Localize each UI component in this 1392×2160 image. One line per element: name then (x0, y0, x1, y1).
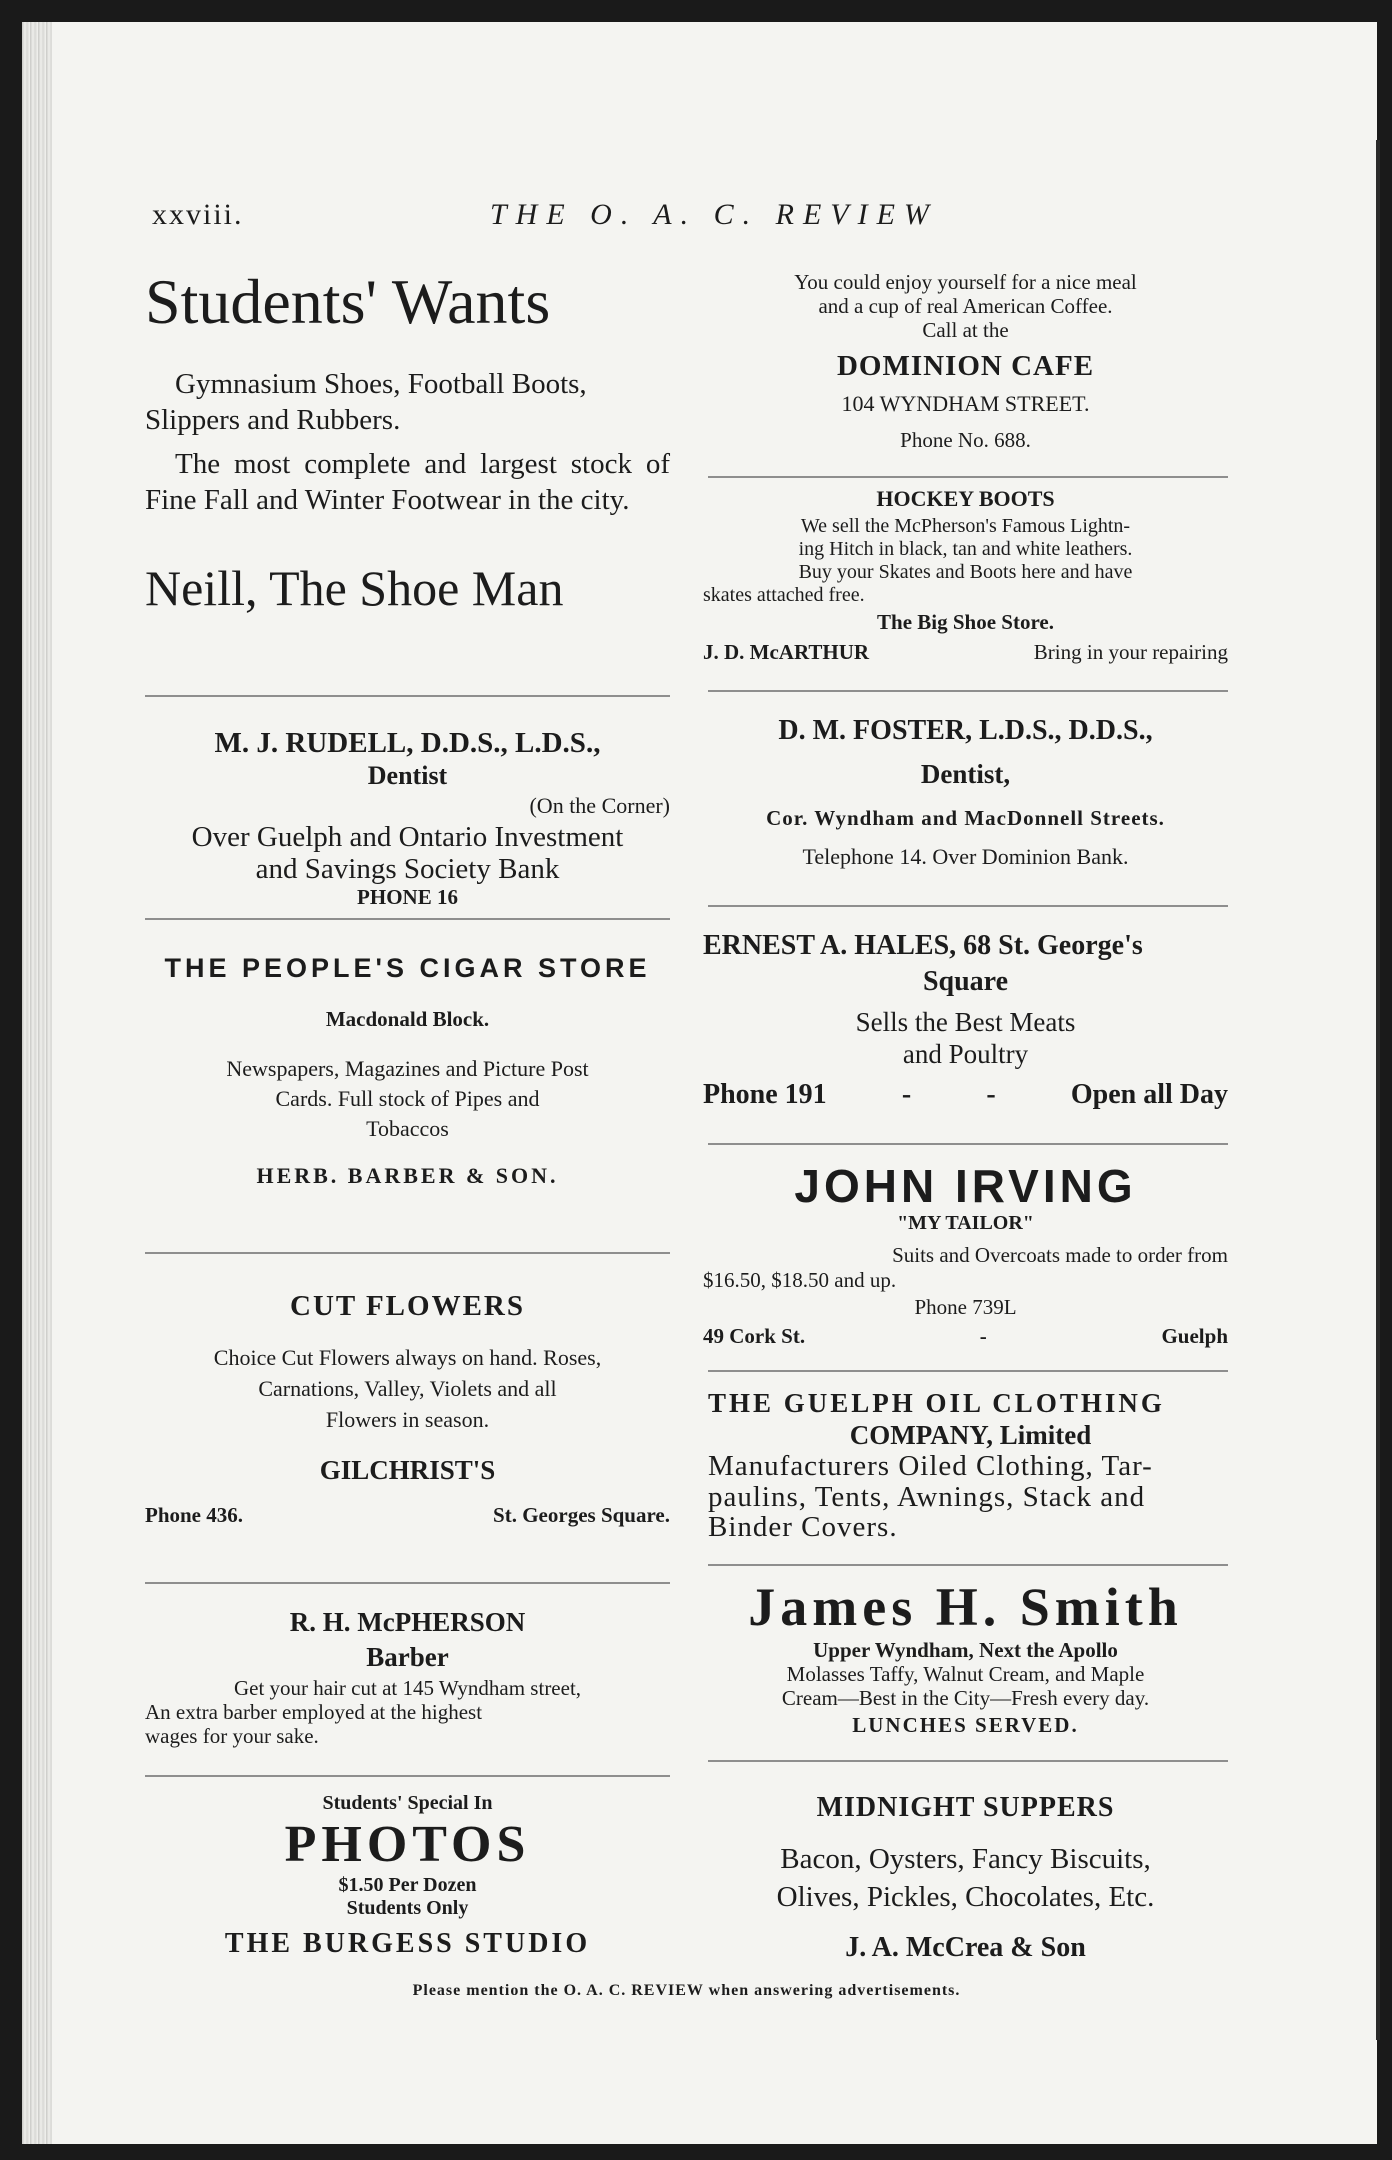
divider (145, 695, 670, 697)
ad-line: An extra barber employed at the highest (145, 1700, 483, 1724)
ad-title: Students' Wants (145, 266, 551, 337)
ad-name: GILCHRIST'S (319, 1455, 496, 1485)
ad-midnight-suppers (703, 1790, 1228, 1966)
ad-role: Dentist (367, 761, 448, 790)
ad-role: Barber (366, 1642, 449, 1672)
ad-name: James H. Smith (748, 1577, 1183, 1637)
ad-line: and Poultry (902, 1039, 1029, 1069)
ad-line: Telephone 14. Over Dominion Bank. (802, 844, 1129, 869)
ad-line: Choice Cut Flowers always on hand. Roses, (213, 1345, 602, 1370)
ad-line: Olives, Pickles, Chocolates, Etc. (776, 1881, 1155, 1913)
divider (145, 1775, 670, 1777)
ad-line: and a cup of real American Coffee. (818, 294, 1113, 318)
ad-dash: - (901, 1079, 912, 1110)
ad-line: Students' Special In (322, 1792, 493, 1814)
ad-line: Buy your Skates and Boots here and have (798, 561, 1133, 583)
ad-phone: PHONE 16 (357, 885, 458, 909)
ad-cut-flowers (145, 1288, 670, 1529)
ad-name: JOHN IRVING (794, 1160, 1137, 1212)
ad-name: M. J. RUDELL, D.D.S., L.D.S., (214, 727, 601, 759)
ad-paragraph: Gymnasium Shoes, Football Boots, Slippers and Rubbers. (145, 368, 587, 436)
divider (708, 476, 1228, 478)
ad-phone: Phone 191 (703, 1079, 827, 1110)
ad-phone: Phone 436. (145, 1503, 244, 1527)
ad-hockey-boots (703, 485, 1228, 667)
ad-address: Cor. Wyndham and MacDonnell Streets. (766, 806, 1165, 830)
ad-line: Cards. Full stock of Pipes and (275, 1086, 540, 1111)
ad-phone: Phone No. 688. (900, 428, 1031, 452)
ad-tagline: "MY TAILOR" (897, 1212, 1034, 1234)
ad-line: $16.50, $18.50 and up. (703, 1268, 897, 1292)
ad-line: and Savings Society Bank (255, 853, 560, 885)
ad-name: DOMINION CAFE (836, 350, 1095, 382)
ad-line: Binder Covers. (708, 1511, 898, 1543)
ad-hours: Open all Day (1070, 1079, 1228, 1110)
ad-line: Suits and Overcoats made to order from (892, 1243, 1228, 1267)
ad-name: D. M. FOSTER, L.D.S., D.D.S., (778, 715, 1153, 746)
ad-name: Square (922, 966, 1009, 997)
ad-title: HOCKEY BOOTS (876, 486, 1055, 511)
ad-contact-row (145, 1501, 670, 1529)
ad-line: Get your hair cut at 145 Wyndham street, (233, 1676, 582, 1700)
ad-contact-row (703, 1076, 1228, 1114)
ad-name: ERNEST A. HALES, 68 St. George's (703, 930, 1143, 961)
ad-note: (On the Corner) (529, 793, 670, 818)
divider (708, 1370, 1228, 1372)
ad-line: Cream—Best in the City—Fresh every day. (781, 1686, 1150, 1710)
ad-line: Molasses Taffy, Walnut Cream, and Maple (786, 1662, 1145, 1686)
ad-line: $1.50 Per Dozen (338, 1874, 477, 1896)
ad-mcpherson-barber (145, 1604, 670, 1748)
ad-john-irving-tailor (703, 1160, 1228, 1350)
ad-title: PHOTOS (284, 1816, 531, 1873)
ad-hales-meats (703, 928, 1228, 1114)
divider (708, 690, 1228, 692)
running-title: THE O. A. C. REVIEW (490, 198, 938, 231)
ad-owner: J. D. McARTHUR (703, 640, 870, 664)
ad-line: Newspapers, Magazines and Picture Post (226, 1056, 589, 1081)
ad-line: Call at the (922, 318, 1009, 342)
divider (708, 1143, 1228, 1145)
ad-line: Students Only (346, 1897, 469, 1919)
book-spine-edge (22, 22, 52, 2144)
ad-line: Sells the Best Meats (855, 1007, 1076, 1037)
ad-contact-row (703, 1322, 1228, 1350)
ad-store: The Big Shoe Store. (877, 610, 1054, 634)
ad-address: St. Georges Square. (493, 1503, 670, 1527)
divider (708, 1760, 1228, 1762)
ad-phone: Phone 739L (914, 1295, 1017, 1319)
ad-line: You could enjoy yourself for a nice meal (794, 270, 1137, 294)
ad-burgess-studio (145, 1790, 670, 1962)
ad-line: Bring in your repairing (1033, 640, 1228, 664)
ad-line: Bacon, Oysters, Fancy Biscuits, (780, 1843, 1151, 1875)
ad-title: THE PEOPLE'S CIGAR STORE (164, 953, 651, 983)
divider (145, 1582, 670, 1584)
ad-line: Flowers in season. (325, 1407, 490, 1432)
divider (145, 918, 670, 920)
ad-title: CUT FLOWERS (290, 1290, 525, 1322)
ad-paragraph: The most complete and largest stock of Fine Fall and Winter Footwear in the city. (145, 448, 670, 516)
ad-line: paulins, Tents, Awnings, Stack and (708, 1481, 1146, 1513)
ad-rudell (145, 725, 670, 909)
ad-guelph-oil-clothing (708, 1386, 1233, 1542)
ad-line: LUNCHES SERVED. (852, 1713, 1079, 1737)
ad-role: Dentist, (920, 759, 1011, 789)
ad-cigar-store (145, 950, 670, 1190)
page-edge-right (1376, 140, 1380, 2040)
divider (145, 1252, 670, 1254)
ad-name: J. A. McCrea & Son (845, 1932, 1086, 1963)
ad-line: Manufacturers Oiled Clothing, Tar- (708, 1450, 1153, 1482)
ad-dash: - (979, 1324, 987, 1348)
ad-students-wants (145, 262, 670, 618)
ad-line: Macdonald Block. (325, 1007, 490, 1031)
ad-dominion-cafe (703, 270, 1228, 454)
divider (708, 905, 1228, 907)
ad-name: Neill, The Shoe Man (145, 560, 564, 616)
ad-line: We sell the McPherson's Famous Lightn- (800, 515, 1131, 537)
ad-line: Tobaccos (366, 1116, 449, 1141)
ad-name: THE GUELPH OIL CLOTHING (708, 1388, 1165, 1418)
ad-address: 49 Cork St. (703, 1324, 806, 1348)
ad-address: 104 WYNDHAM STREET. (841, 391, 1090, 416)
divider (708, 1564, 1228, 1566)
ad-line: Carnations, Valley, Violets and all (258, 1376, 557, 1401)
ad-name: COMPANY, Limited (849, 1420, 1092, 1450)
ad-city: Guelph (1161, 1324, 1228, 1348)
ad-foster-dentist (703, 712, 1228, 872)
page-footer: Please mention the O. A. C. REVIEW when answering advertisements. (412, 1982, 961, 1999)
page-number: xxviii. (152, 198, 244, 231)
ad-name: R. H. McPHERSON (289, 1607, 526, 1637)
ad-line: skates attached free. (703, 584, 865, 606)
ad-line: wages for your sake. (145, 1724, 319, 1748)
ad-line: ing Hitch in black, tan and white leathers. (798, 538, 1133, 560)
ad-dash: - (986, 1079, 996, 1110)
ad-owner: HERB. BARBER & SON. (256, 1163, 559, 1188)
ad-line: Over Guelph and Ontario Investment (191, 821, 624, 853)
ad-james-smith (703, 1576, 1228, 1740)
ad-name: THE BURGESS STUDIO (224, 1928, 591, 1959)
ad-address: Upper Wyndham, Next the Apollo (813, 1638, 1118, 1662)
ad-contact-row (703, 637, 1228, 667)
ad-title: MIDNIGHT SUPPERS (816, 1792, 1115, 1823)
